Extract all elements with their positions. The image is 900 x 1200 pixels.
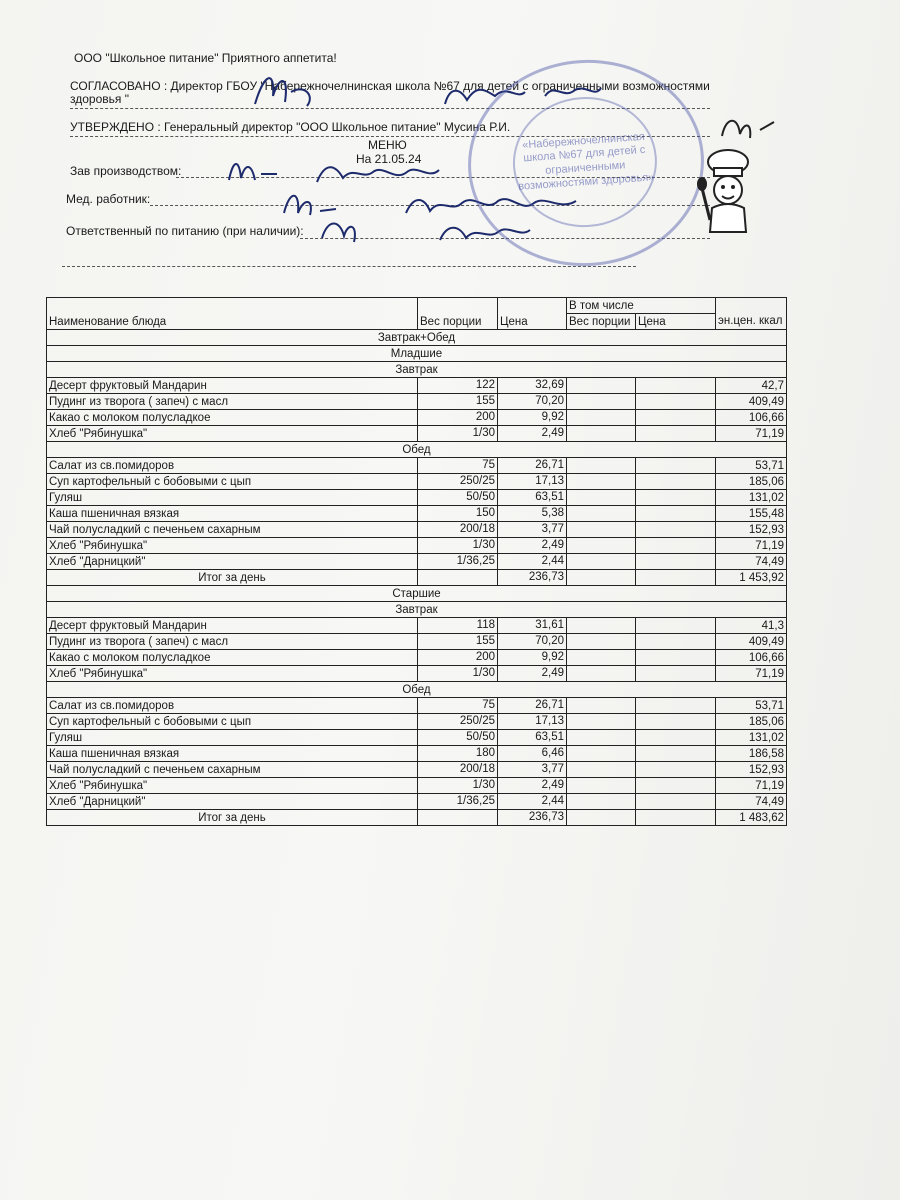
dish-kcal: 152,93 — [716, 522, 787, 538]
total-row — [47, 810, 787, 826]
sub-price-cell — [636, 778, 716, 794]
dish-kcal: 42,7 — [716, 378, 787, 394]
dish-name: Гуляш — [47, 730, 418, 746]
table-row — [47, 538, 787, 554]
signature-line — [62, 266, 636, 267]
dish-kcal: 71,19 — [716, 778, 787, 794]
dish-name: Хлеб "Рябинушка" — [47, 666, 418, 682]
sub-weight-cell — [567, 458, 636, 474]
header-sub-price: Цена — [636, 314, 716, 330]
table-row — [47, 618, 787, 634]
dish-kcal: 131,02 — [716, 730, 787, 746]
dish-weight: 50/50 — [418, 490, 498, 506]
dish-kcal: 74,49 — [716, 794, 787, 810]
dish-weight: 250/25 — [418, 474, 498, 490]
dish-weight: 200/18 — [418, 762, 498, 778]
sub-weight-cell — [567, 650, 636, 666]
table-row — [47, 554, 787, 570]
sub-weight-cell — [567, 490, 636, 506]
sub-weight-cell — [567, 810, 636, 826]
total-price: 236,73 — [498, 570, 567, 586]
dish-name: Салат из св.помидоров — [47, 698, 418, 714]
dish-price: 3,77 — [498, 522, 567, 538]
sub-weight-cell — [567, 522, 636, 538]
dish-name: Какао с молоком полусладкое — [47, 650, 418, 666]
dish-price: 26,71 — [498, 698, 567, 714]
table-row — [47, 698, 787, 714]
dish-kcal: 409,49 — [716, 634, 787, 650]
sub-weight-cell — [567, 666, 636, 682]
group-heading-label: Старшие — [47, 586, 787, 602]
sub-price-cell — [636, 570, 716, 586]
menu-table — [46, 297, 787, 826]
sub-weight-cell — [567, 538, 636, 554]
dish-name: Каша пшеничная вязкая — [47, 746, 418, 762]
sub-price-cell — [636, 698, 716, 714]
sub-price-cell — [636, 410, 716, 426]
sub-weight-cell — [567, 474, 636, 490]
sub-weight-cell — [567, 506, 636, 522]
dish-price: 9,92 — [498, 410, 567, 426]
total-price: 236,73 — [498, 810, 567, 826]
sub-weight-cell — [567, 762, 636, 778]
dish-price: 2,49 — [498, 538, 567, 554]
sub-weight-cell — [567, 778, 636, 794]
table-row — [47, 746, 787, 762]
general-director-signature — [716, 110, 776, 146]
sub-weight-cell — [567, 618, 636, 634]
sub-weight-cell — [567, 730, 636, 746]
dish-kcal: 155,48 — [716, 506, 787, 522]
dish-weight: 122 — [418, 378, 498, 394]
table-row — [47, 666, 787, 682]
sub-price-cell — [636, 554, 716, 570]
sub-price-cell — [636, 538, 716, 554]
dish-weight: 1/30 — [418, 426, 498, 442]
meal-heading-label: Завтрак — [47, 602, 787, 618]
dish-kcal: 53,71 — [716, 458, 787, 474]
sub-price-cell — [636, 634, 716, 650]
dish-price: 2,49 — [498, 426, 567, 442]
sub-weight-cell — [567, 554, 636, 570]
sub-price-cell — [636, 666, 716, 682]
sub-weight-cell — [567, 714, 636, 730]
sub-price-cell — [636, 650, 716, 666]
table-row — [47, 730, 787, 746]
sub-price-cell — [636, 506, 716, 522]
dish-weight: 1/36,25 — [418, 554, 498, 570]
total-label: Итог за день — [47, 570, 418, 586]
sub-price-cell — [636, 458, 716, 474]
dish-price: 63,51 — [498, 730, 567, 746]
table-row — [47, 410, 787, 426]
sub-price-cell — [636, 378, 716, 394]
table-row — [47, 714, 787, 730]
dish-kcal: 106,66 — [716, 410, 787, 426]
sub-price-cell — [636, 474, 716, 490]
dish-weight: 150 — [418, 506, 498, 522]
stamp-inner: «Набережночелнинская школа №67 для детей с ограниченными возможностями здоровья» — [509, 92, 662, 232]
total-weight-cell — [418, 570, 498, 586]
meal-heading-label: Обед — [47, 442, 787, 458]
dish-weight: 200 — [418, 650, 498, 666]
dish-kcal: 152,93 — [716, 762, 787, 778]
table-row — [47, 634, 787, 650]
dish-price: 2,44 — [498, 554, 567, 570]
total-row — [47, 570, 787, 586]
sub-weight-cell — [567, 378, 636, 394]
dish-name: Суп картофельный с бобовыми с цып — [47, 714, 418, 730]
agreed-line: СОГЛАСОВАНО : Директор ГБОУ "Набережночелнинская школа №67 для детей с ограниченными возможностями — [70, 79, 710, 93]
meal-heading — [47, 602, 787, 618]
total-kcal: 1 453,92 — [716, 570, 787, 586]
header-name: Наименование блюда — [47, 298, 418, 330]
sub-weight-cell — [567, 794, 636, 810]
dish-name: Салат из св.помидоров — [47, 458, 418, 474]
total-label: Итог за день — [47, 810, 418, 826]
dish-name: Десерт фруктовый Мандарин — [47, 378, 418, 394]
sub-price-cell — [636, 762, 716, 778]
dish-kcal: 106,66 — [716, 650, 787, 666]
dish-weight: 75 — [418, 458, 498, 474]
dish-name: Чай полусладкий с печеньем сахарным — [47, 762, 418, 778]
dish-price: 6,46 — [498, 746, 567, 762]
dish-price: 2,49 — [498, 778, 567, 794]
sub-weight-cell — [567, 410, 636, 426]
dish-kcal: 185,06 — [716, 474, 787, 490]
meal-heading-label: Обед — [47, 682, 787, 698]
dish-kcal: 186,58 — [716, 746, 787, 762]
group-heading — [47, 346, 787, 362]
table-row — [47, 458, 787, 474]
table-row — [47, 506, 787, 522]
dish-price: 2,49 — [498, 666, 567, 682]
header-weight: Вес порции — [418, 298, 498, 330]
dish-name: Суп картофельный с бобовыми с цып — [47, 474, 418, 490]
dish-weight: 118 — [418, 618, 498, 634]
dish-name: Хлеб "Рябинушка" — [47, 426, 418, 442]
sub-price-cell — [636, 618, 716, 634]
dish-weight: 1/30 — [418, 666, 498, 682]
approved-line: УТВЕРЖДЕНО : Генеральный директор "ООО Школьное питание" Мусина Р.И. — [70, 120, 511, 134]
table-row — [47, 426, 787, 442]
sub-price-cell — [636, 810, 716, 826]
chef-logo-icon — [696, 148, 758, 234]
table-row — [47, 378, 787, 394]
sub-weight-cell — [567, 570, 636, 586]
dish-price: 31,61 — [498, 618, 567, 634]
responsible-label: Ответственный по питанию (при наличии): — [66, 224, 304, 238]
sub-weight-cell — [567, 746, 636, 762]
sub-price-cell — [636, 730, 716, 746]
dish-weight: 180 — [418, 746, 498, 762]
header-energy: эн.цен. ккал — [716, 298, 787, 330]
total-kcal: 1 483,62 — [716, 810, 787, 826]
dish-weight: 1/30 — [418, 538, 498, 554]
dish-price: 17,13 — [498, 474, 567, 490]
group-heading — [47, 586, 787, 602]
dish-kcal: 41,3 — [716, 618, 787, 634]
company-line: ООО "Школьное питание" Приятного аппетита! — [74, 51, 337, 65]
sub-weight-cell — [567, 394, 636, 410]
header-including: В том числе — [567, 298, 716, 314]
dish-price: 17,13 — [498, 714, 567, 730]
dish-name: Хлеб "Рябинушка" — [47, 538, 418, 554]
dish-kcal: 131,02 — [716, 490, 787, 506]
dish-name: Пудинг из творога ( запеч) с масл — [47, 634, 418, 650]
dish-name: Хлеб "Рябинушка" — [47, 778, 418, 794]
dish-price: 26,71 — [498, 458, 567, 474]
dish-kcal: 71,19 — [716, 538, 787, 554]
menu-date: На 21.05.24 — [356, 152, 422, 166]
table-row — [47, 474, 787, 490]
dish-weight: 75 — [418, 698, 498, 714]
table-row — [47, 650, 787, 666]
dish-weight: 1/36,25 — [418, 794, 498, 810]
production-label: Зав производством: — [70, 164, 182, 178]
dish-name: Хлеб "Дарницкий" — [47, 794, 418, 810]
dish-kcal: 185,06 — [716, 714, 787, 730]
table-row — [47, 762, 787, 778]
table-row — [47, 394, 787, 410]
dish-weight: 50/50 — [418, 730, 498, 746]
sub-price-cell — [636, 746, 716, 762]
dish-price: 70,20 — [498, 634, 567, 650]
dish-name: Какао с молоком полусладкое — [47, 410, 418, 426]
meal-heading — [47, 442, 787, 458]
dish-price: 3,77 — [498, 762, 567, 778]
table-row — [47, 522, 787, 538]
dish-name: Десерт фруктовый Мандарин — [47, 618, 418, 634]
sub-price-cell — [636, 394, 716, 410]
dish-name: Каша пшеничная вязкая — [47, 506, 418, 522]
total-weight-cell — [418, 810, 498, 826]
dish-kcal: 71,19 — [716, 666, 787, 682]
sub-price-cell — [636, 714, 716, 730]
dish-weight: 155 — [418, 634, 498, 650]
table-title: Завтрак+Обед — [47, 330, 787, 346]
dish-name: Хлеб "Дарницкий" — [47, 554, 418, 570]
sub-price-cell — [636, 426, 716, 442]
agreed-line-2: здоровья " — [70, 92, 129, 106]
dish-weight: 250/25 — [418, 714, 498, 730]
dish-kcal: 409,49 — [716, 394, 787, 410]
dish-weight: 1/30 — [418, 778, 498, 794]
menu-title: МЕНЮ — [368, 138, 407, 152]
sub-weight-cell — [567, 426, 636, 442]
dish-price: 2,44 — [498, 794, 567, 810]
dish-price: 63,51 — [498, 490, 567, 506]
dish-price: 9,92 — [498, 650, 567, 666]
dish-kcal: 53,71 — [716, 698, 787, 714]
table-row — [47, 490, 787, 506]
header-price: Цена — [498, 298, 567, 330]
dish-weight: 155 — [418, 394, 498, 410]
sub-weight-cell — [567, 634, 636, 650]
medic-label: Мед. работник: — [66, 192, 151, 206]
dish-price: 70,20 — [498, 394, 567, 410]
dish-name: Пудинг из творога ( запеч) с масл — [47, 394, 418, 410]
dish-name: Гуляш — [47, 490, 418, 506]
group-heading-label: Младшие — [47, 346, 787, 362]
sub-price-cell — [636, 490, 716, 506]
dish-name: Чай полусладкий с печеньем сахарным — [47, 522, 418, 538]
table-row — [47, 778, 787, 794]
dish-kcal: 74,49 — [716, 554, 787, 570]
meal-heading-label: Завтрак — [47, 362, 787, 378]
header-sub-weight: Вес порции — [567, 314, 636, 330]
sub-weight-cell — [567, 698, 636, 714]
dish-weight: 200/18 — [418, 522, 498, 538]
meal-heading — [47, 682, 787, 698]
meal-heading — [47, 362, 787, 378]
dish-weight: 200 — [418, 410, 498, 426]
dish-price: 5,38 — [498, 506, 567, 522]
dish-kcal: 71,19 — [716, 426, 787, 442]
sub-price-cell — [636, 522, 716, 538]
sub-price-cell — [636, 794, 716, 810]
table-row — [47, 794, 787, 810]
dish-price: 32,69 — [498, 378, 567, 394]
